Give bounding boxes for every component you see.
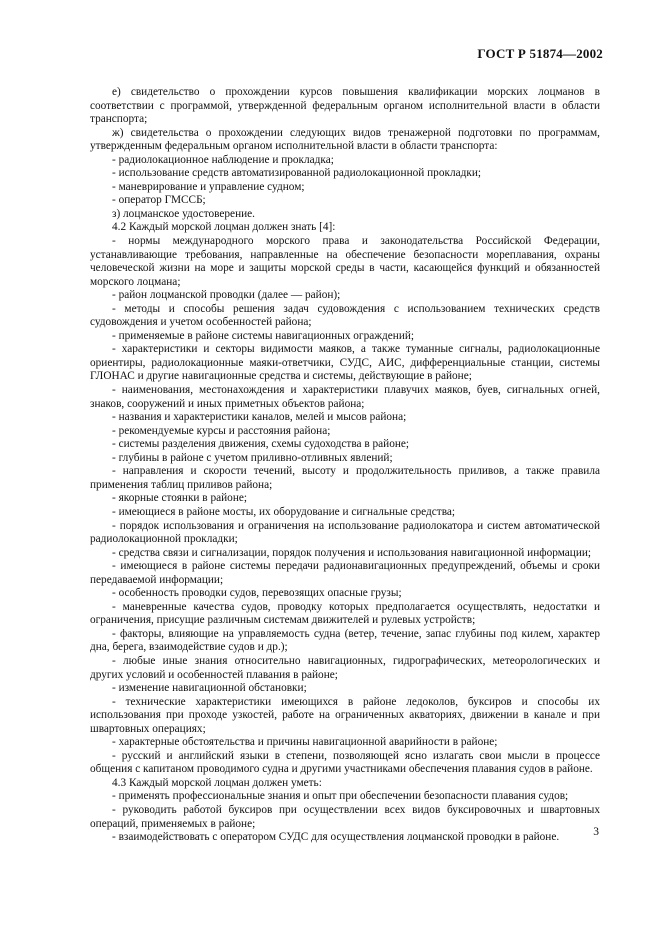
paragraph: - любые иные знания относительно навигационных, гидрографических, метеорологических и других условий и особенностей плавания в районе; <box>90 654 600 681</box>
paragraph: - использование средств автоматизированной радиолокационной прокладки; <box>112 167 482 180</box>
paragraph: - имеющиеся в районе системы передачи радионавигационных предупреждений, объемы и сроки передаваемой информации; <box>90 560 600 586</box>
paragraph: - средства связи и сигнализации, порядок получения и использования навигационной информации; <box>112 546 592 559</box>
paragraph: - системы разделения движения, схемы судоходства в районе; <box>112 438 410 451</box>
paragraph: - нормы международного морского права и законодательства Российской Федерации, устанавливающие требования, направленные на обеспечение безопасности мореплавания, охраны человеческой жизни на море и защиты морской среды в части, касающейся функций и обязанностей морского лоцмана; <box>90 235 600 288</box>
paragraph: - применять профессиональные знания и опыт при обеспечении безопасности плавания судов; <box>112 790 569 803</box>
paragraph: - оператор ГМССБ; <box>112 194 206 207</box>
paragraph: з) лоцманское удостоверение. <box>112 207 256 220</box>
paragraph: - русский и английский языки в степени, позволяющей ясно излагать свои мысли в процессе общения с капитаном проводимого судна и другими участниками обеспечения плавания судов в районе. <box>90 749 600 776</box>
paragraph: - имеющиеся в районе мосты, их оборудование и сигнальные средства; <box>112 505 456 518</box>
paragraph: ж) свидетельства о прохождении следующих видов тренажерной подготовки по программам, утвержденным федеральным органом исполнительной власти в области транспорта: <box>90 126 600 153</box>
paragraph: е) свидетельство о прохождении курсов повышения квалификации морских лоцманов в соответствии с программой, утвержденной федеральным органом исполнительной власти в области транспорта; <box>90 86 600 126</box>
paragraph: - радиолокационное наблюдение и прокладка; <box>112 153 334 166</box>
paragraph: - маневрирование и управление судном; <box>112 180 305 193</box>
paragraph: - названия и характеристики каналов, мелей и мысов района; <box>112 411 407 424</box>
paragraph: - применяемые в районе системы навигационных ограждений; <box>112 329 415 342</box>
document-body <box>90 86 600 845</box>
paragraph: - технические характеристики имеющихся в районе ледоколов, буксиров и способы их использования при проходе узкостей, работе на ограниченных акваториях, движении в канале и при швартовных операциях; <box>90 695 600 735</box>
paragraph: - характеристики и секторы видимости маяков, а также туманные сигналы, радиолокационные ориентиры, радиолокационные маяки-ответчики, СУДС, АИС, дифференциальные станции, системы ГЛОНАС и другие навигационные средства и системы, действующие в районе; <box>90 343 600 383</box>
paragraph: - глубины в районе с учетом приливно-отливных явлений; <box>112 451 393 464</box>
paragraph: - особенность проводки судов, перевозящих опасные грузы; <box>112 587 402 600</box>
paragraph: - рекомендуемые курсы и расстояния района; <box>112 424 331 437</box>
paragraph: 4.2 Каждый морской лоцман должен знать [4]: <box>112 221 336 234</box>
paragraph: - направления и скорости течений, высоту и продолжительность приливов, а также правила применения таблиц приливов района; <box>90 465 600 491</box>
paragraph: - изменение навигационной обстановки; <box>112 682 307 695</box>
paragraph: - характерные обстоятельства и причины навигационной аварийности в районе; <box>112 736 498 749</box>
page-number: 3 <box>593 826 599 838</box>
document-header: ГОСТ Р 51874—2002 <box>477 46 603 61</box>
paragraph: - наименования, местонахождения и характеристики плавучих маяков, буев, сигнальных огней, знаков, сооружений и иных приметных объектов района; <box>90 384 600 410</box>
paragraph: - методы и способы решения задач судовождения с использованием технических средств судовождения и учетом особенностей района; <box>90 302 600 329</box>
paragraph: 4.3 Каждый морской лоцман должен уметь: <box>112 776 322 789</box>
paragraph: - якорные стоянки в районе; <box>112 492 248 505</box>
paragraph: - руководить работой буксиров при осуществлении всех видов буксировочных и швартовных операций, применяемых в районе; <box>90 803 600 830</box>
paragraph: - маневренные качества судов, проводку которых предполагается осуществлять, недостатки и ограничения, присущие различным системам движителей и рулевых устройств; <box>90 600 600 627</box>
paragraph: - район лоцманской проводки (далее — район); <box>112 289 341 302</box>
paragraph: - факторы, влияющие на управляемость судна (ветер, течение, запас глубины под килем, характер дна, берега, взаимодействие судов и др.); <box>90 627 600 654</box>
paragraph: - взаимодействовать с оператором СУДС для осуществления лоцманской проводки в районе. <box>112 831 560 844</box>
paragraph: - порядок использования и ограничения на использование радиолокатора и систем автоматической радиолокационной прокладки; <box>90 519 600 546</box>
